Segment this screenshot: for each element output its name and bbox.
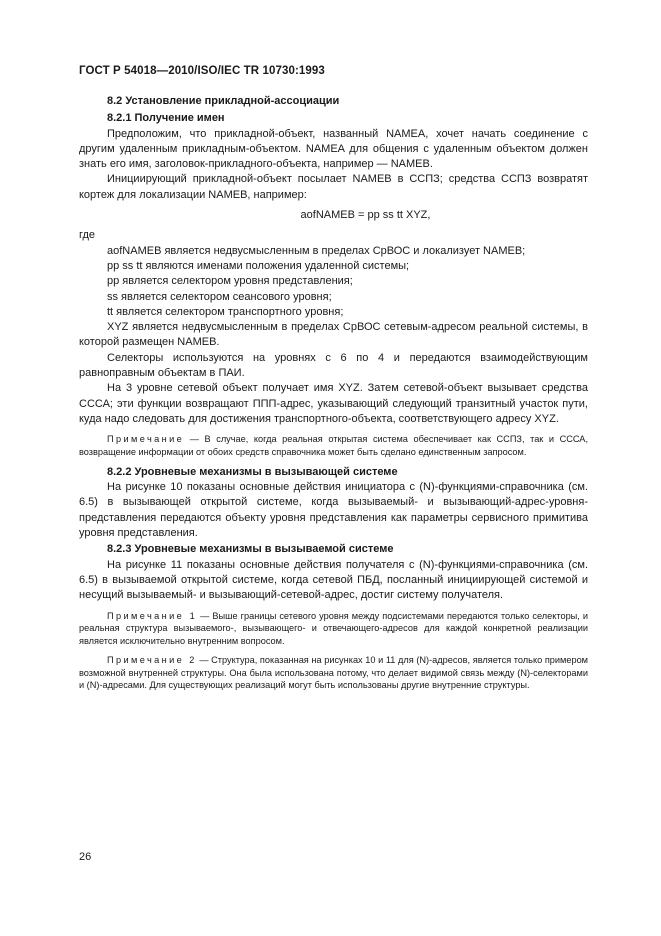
page-number: 26 [79, 851, 92, 863]
paragraph: На рисунке 10 показаны основные действия инициатора с (N)-функциями-справочника (см. 6.5) в вызывающей открытой системе, когда вызываемый- и вызывающий-адрес-уровня-представления передаются объекту уровня представления как параметры сервисного примитива уровня представления. [79, 481, 588, 540]
note [79, 433, 588, 459]
where-label: где [79, 229, 96, 242]
subsection-heading-8-2-1: 8.2.1 Получение имен [107, 112, 225, 125]
subsection-heading-8-2-2: 8.2.2 Уровневые механизмы в вызывающей системе [107, 465, 398, 478]
definition-item: ss является селектором сеансового уровня; [107, 290, 332, 303]
definition-item: aofNAMEB является недвусмысленным в пределах СрВОС и локализует NAMEB; [107, 244, 526, 257]
note [79, 654, 588, 692]
paragraph: Инициирующий прикладной-объект посылает NAMEB в ССПЗ; средства ССПЗ возвратят кортеж для локализации NAMEB, например: [79, 173, 588, 201]
note-label: Примечание 2 [107, 654, 197, 665]
definition-item: tt является селектором транспортного уровня; [107, 305, 344, 318]
subsection-heading-8-2-3: 8.2.3 Уровневые механизмы в вызываемой системе [107, 543, 394, 556]
document-header: ГОСТ Р 54018—2010/ISO/IEC TR 10730:1993 [79, 65, 325, 77]
paragraph: На 3 уровне сетевой объект получает имя XYZ. Затем сетевой-объект вызывает средства СССА; эти функции возвращают ППП-адрес, указывающий следующий транзитный участок пути, куда надо следовать для достижения транспортного-объекта, соответствующего адресу XYZ. [79, 382, 588, 425]
note [79, 610, 588, 648]
formula: aofNAMEB = pp ss tt XYZ, [300, 209, 431, 222]
section-heading: 8.2 Установление прикладной-ассоциации [107, 95, 340, 107]
document-body [79, 94, 588, 698]
note-label: Примечание [107, 434, 185, 445]
note-text: — Выше границы сетевого уровня между подсистемами передаются только селекторы, и реальная структура вызываемого-, вызывающего- и отвечающего-адресов для каждой конкретной реализации является исключительно внутренним вопросом. [79, 610, 589, 647]
definition-item: pp является селектором уровня представления; [107, 275, 353, 288]
definition-item: XYZ является недвусмысленным в пределах СрВОС сетевым-адресом реальной системы, в которой размещен NAMEB. [79, 321, 588, 349]
definition-item: pp ss tt являются именами положения удаленной системы; [107, 259, 410, 272]
paragraph: Селекторы используются на уровнях с 6 по 4 и передаются взаимодействующим равноправным объектам в ПАИ. [79, 351, 588, 380]
note-text: — Структура, показанная на рисунках 10 и 11 для (N)-адресов, является только примером возможной внутренней структуры. Она была использована потому, что делает видимой связь между (N)-селекторами и (N)-адресами. Для существующих реализаций могут быть использованы другие внутренние структуры. [79, 654, 588, 691]
paragraph: Предположим, что прикладной-объект, названный NAMEA, хочет начать соединение с другим удаленным прикладным-объектом. NAMEA для общения с удаленным объектом должен знать его имя, заголовок-прикладного-объекта, например — NAMEB. [79, 127, 588, 171]
note-label: Примечание 1 [107, 610, 198, 621]
paragraph: На рисунке 11 показаны основные действия получателя с (N)-функциями-справочника (см. 6.5) в вызываемой открытой системе, когда сетевой ПБД, посланный инициирующей системой и несущий вызываемый- и вызывающий-сетевой-адрес, достиг систему получателя. [79, 558, 588, 602]
note-text: — В случае, когда реальная открытая система обеспечивает как ССПЗ, так и СССА, возвращение информации от обоих средств справочника может быть сделано единственным запросом. [79, 434, 588, 458]
